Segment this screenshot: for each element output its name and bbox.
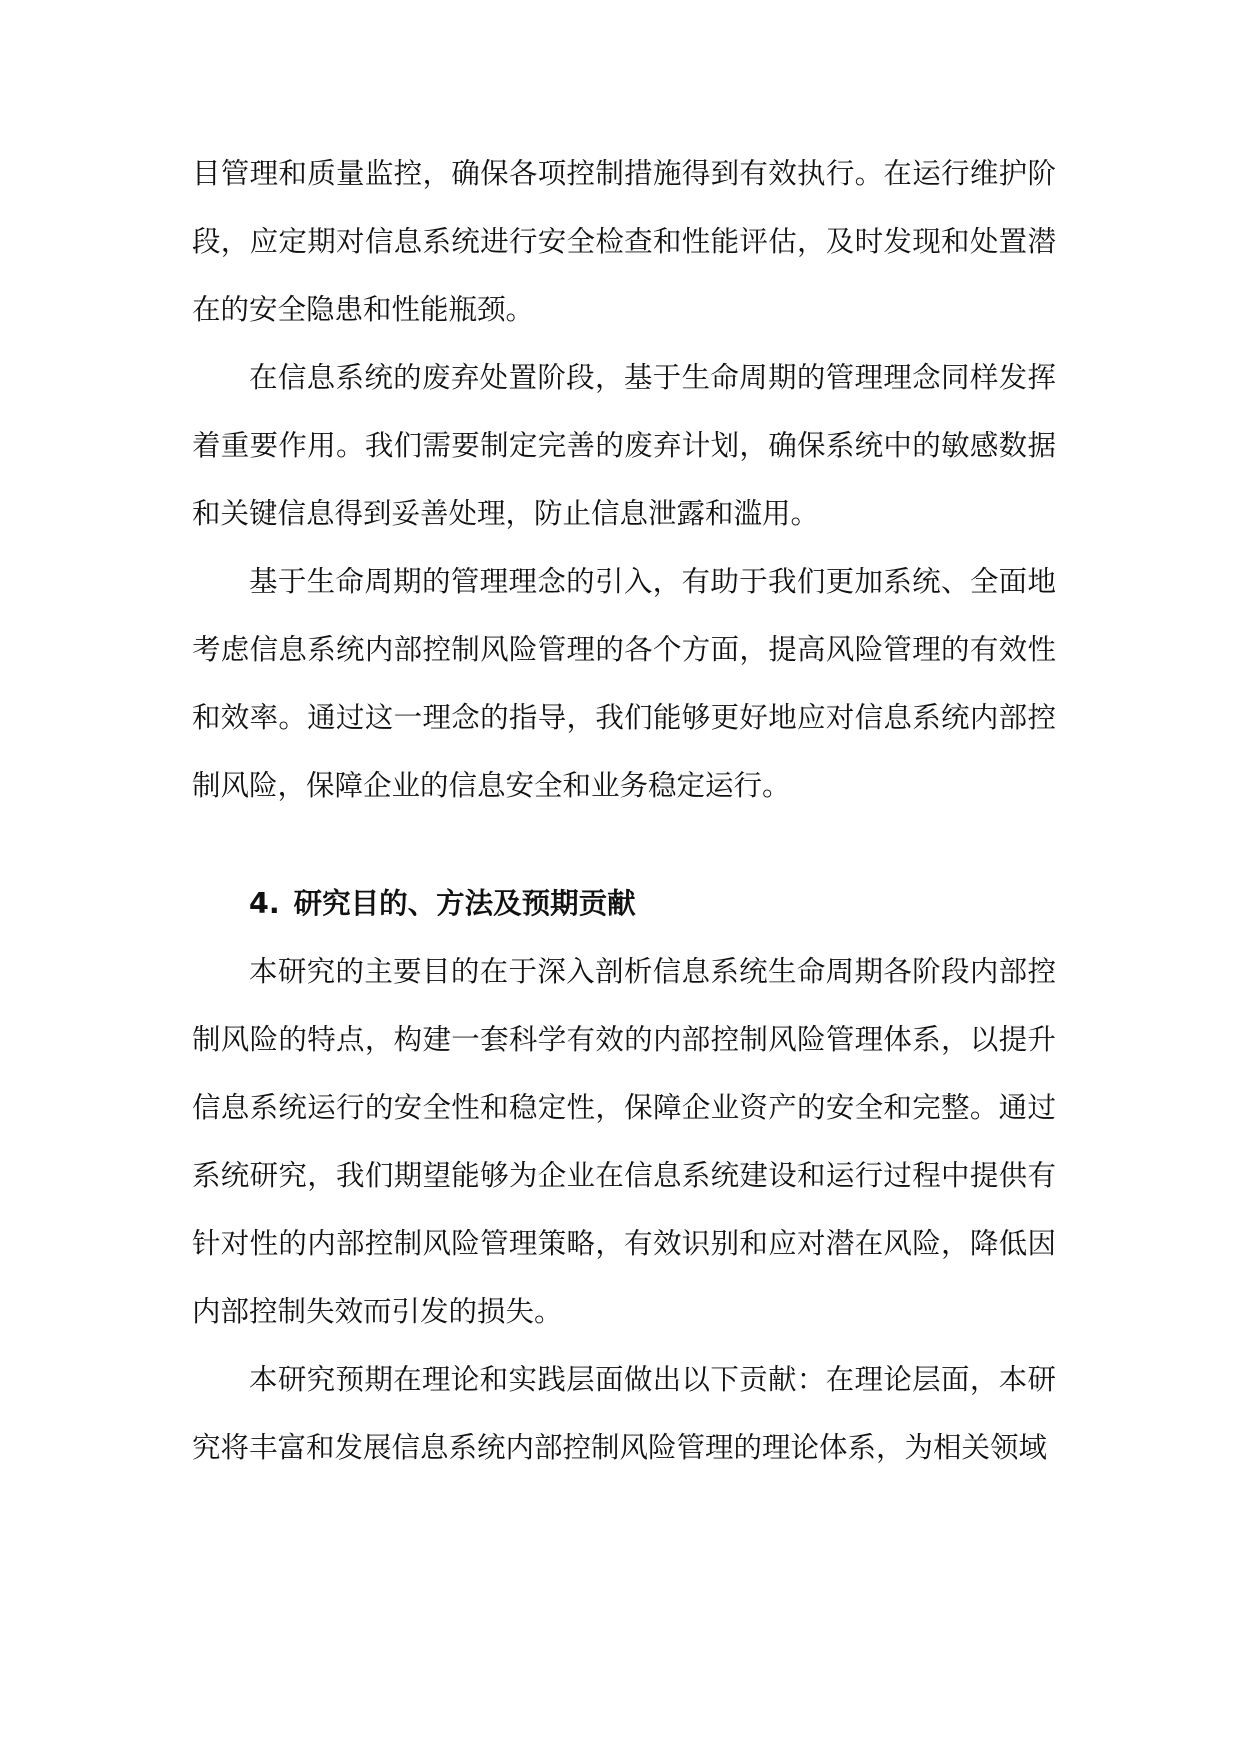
paragraph-lifecycle-concept: 基于生命周期的管理理念的引入，有助于我们更加系统、全面地考虑信息系统内部控制风险管理的各个方面，提高风险管理的有效性和效率。通过这一理念的指导，我们能够更好地应对信息系统内部控制风险，保障企业的信息安全和业务稳定运行。 bbox=[192, 565, 1056, 802]
section-title: 研究目的、方法及预期贡献 bbox=[293, 887, 636, 920]
paragraph-continuation: 目管理和质量监控，确保各项控制措施得到有效执行。在运行维护阶段，应定期对信息系统进行安全检查和性能评估，及时发现和处置潜在的安全隐患和性能瓶颈。 bbox=[192, 157, 1056, 326]
section-heading bbox=[192, 870, 1056, 938]
paragraph-expected-contribution: 本研究预期在理论和实践层面做出以下贡献：在理论层面，本研究将丰富和发展信息系统内部控制风险管理的理论体系，为相关领域 bbox=[192, 1363, 1056, 1464]
paragraph-research-purpose: 本研究的主要目的在于深入剖析信息系统生命周期各阶段内部控制风险的特点，构建一套科学有效的内部控制风险管理体系，以提升信息系统运行的安全性和稳定性，保障企业资产的安全和完整。通过系统研究，我们期望能够为企业在信息系统建设和运行过程中提供有针对性的内部控制风险管理策略，有效识别和应对潜在风险，降低因内部控制失效而引发的损失。 bbox=[192, 955, 1056, 1328]
paragraph-disposal-stage: 在信息系统的废弃处置阶段，基于生命周期的管理理念同样发挥着重要作用。我们需要制定完善的废弃计划，确保系统中的敏感数据和关键信息得到妥善处理，防止信息泄露和滥用。 bbox=[192, 361, 1056, 530]
document-page bbox=[192, 140, 1056, 1482]
section-number: 4. bbox=[249, 887, 280, 920]
